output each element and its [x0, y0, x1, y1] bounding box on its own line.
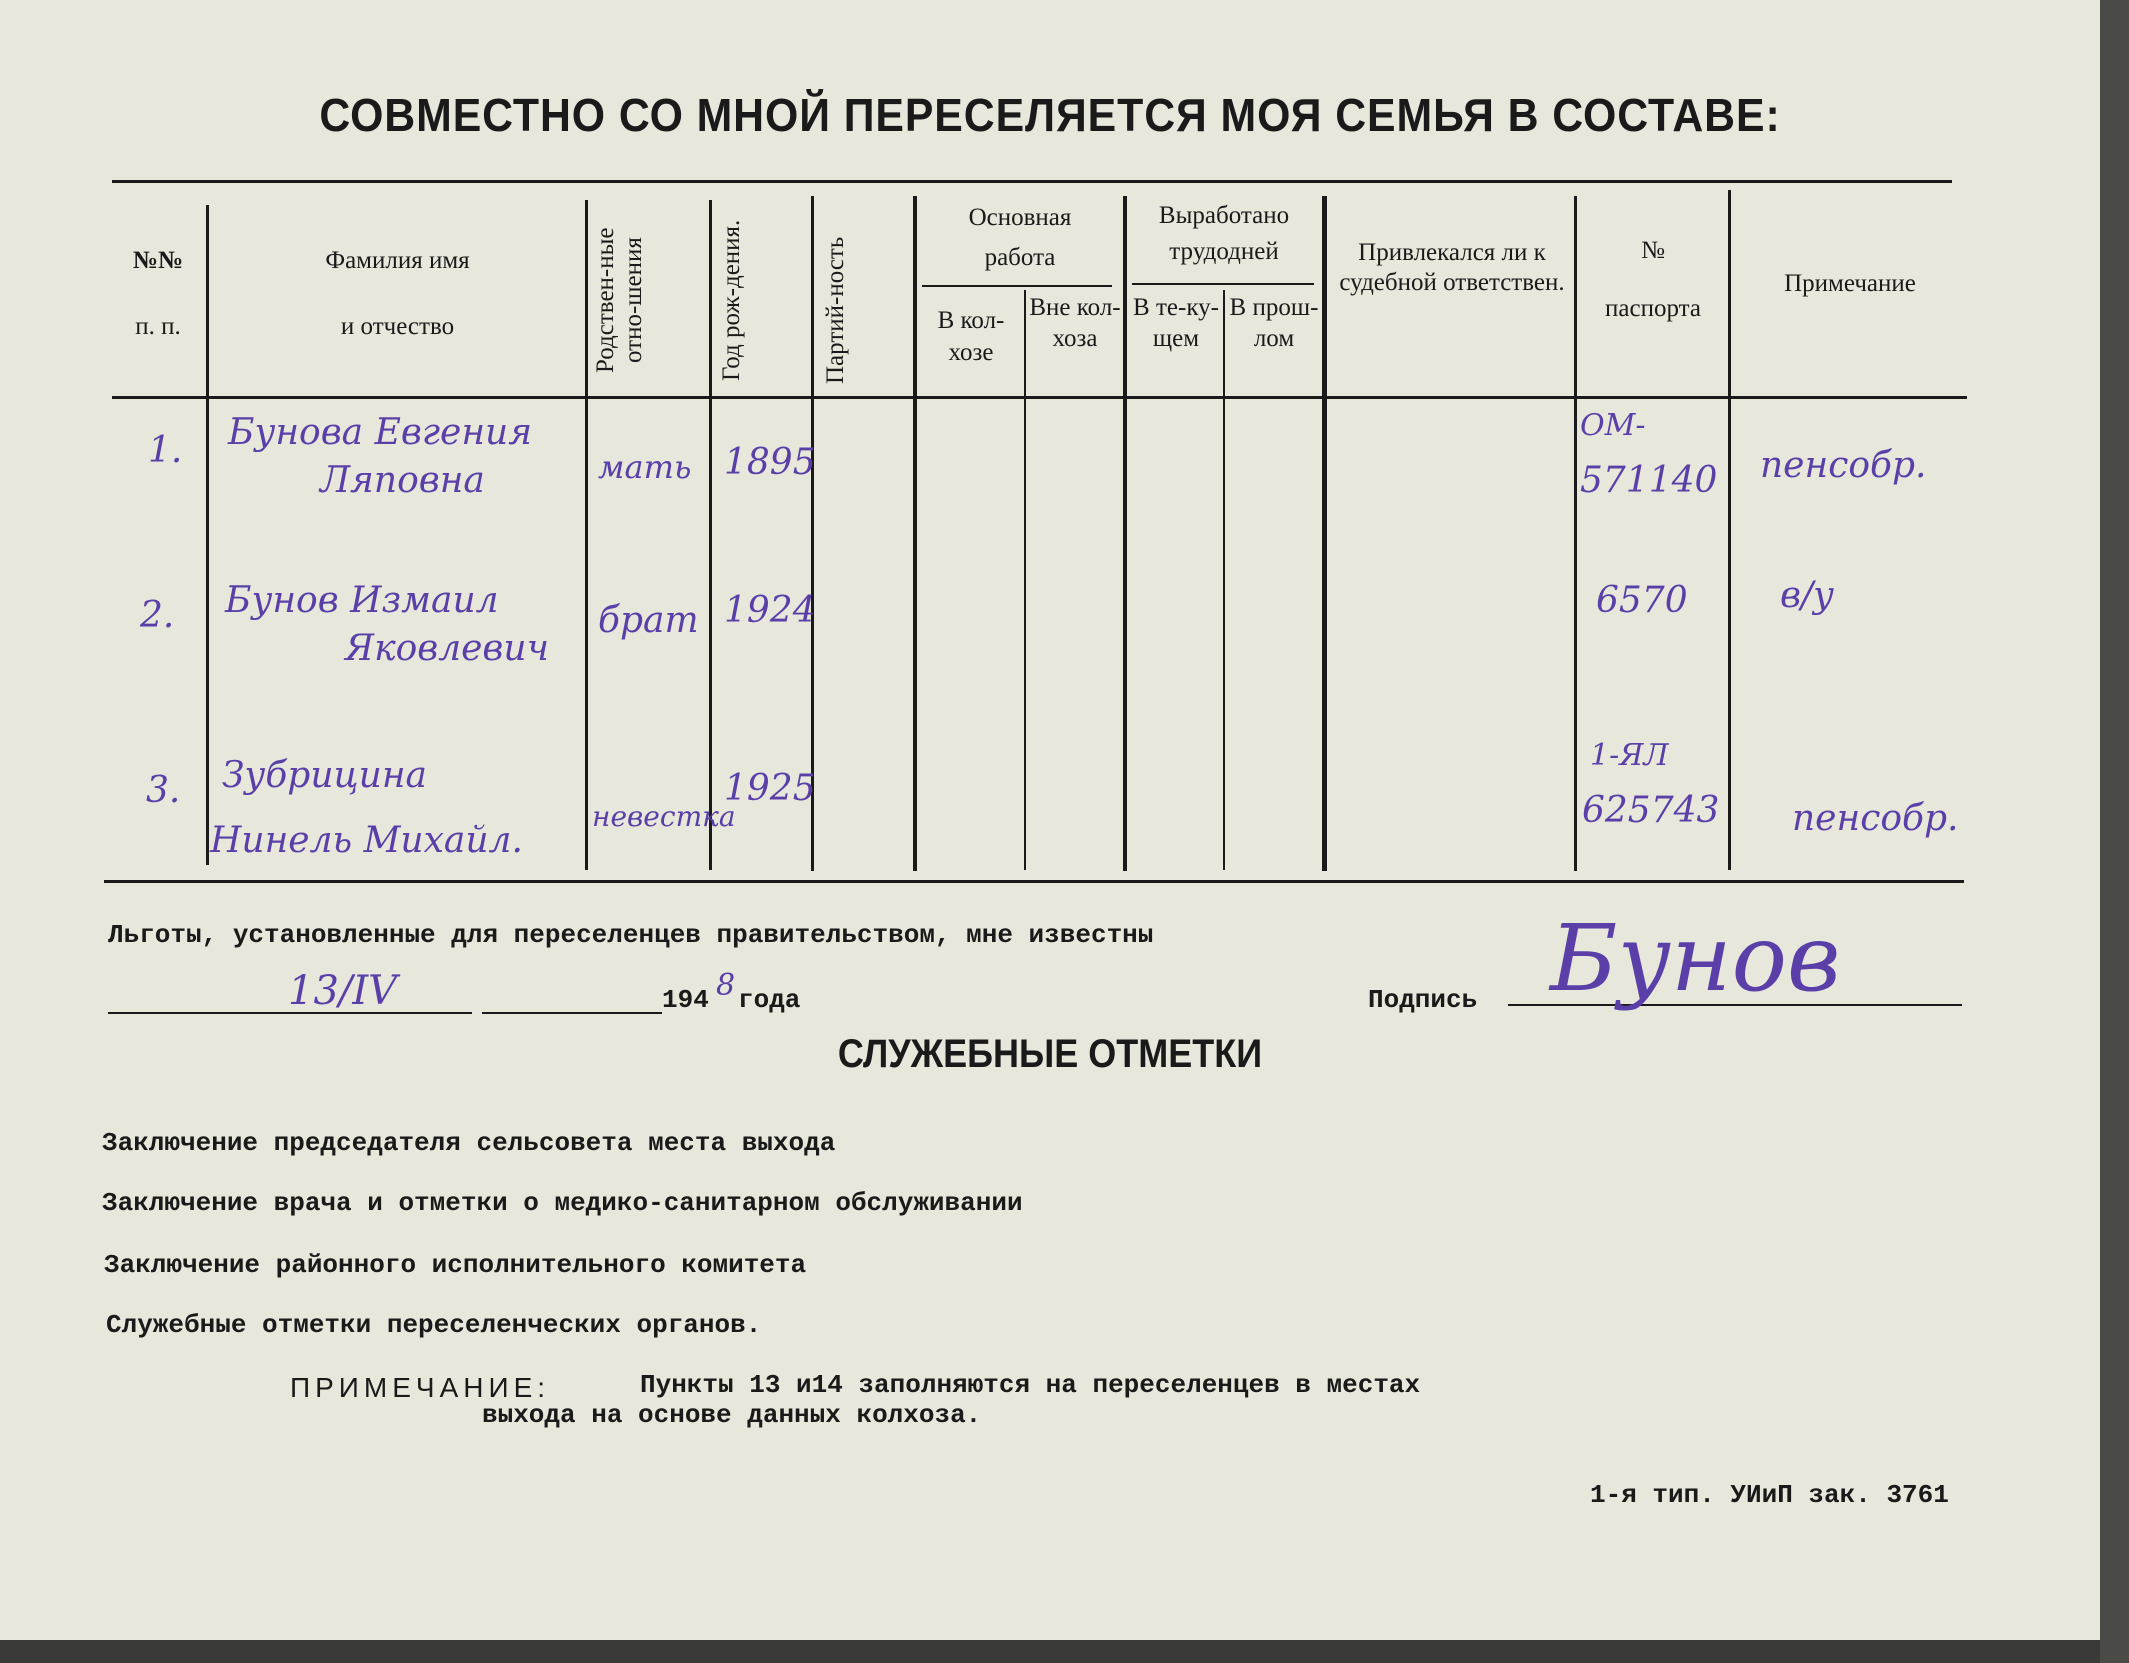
handwritten-date: 13/IV	[288, 968, 398, 1014]
row-passport: 625743	[1582, 790, 1720, 831]
table-header-rule	[112, 396, 1967, 399]
row-name: Нинель Михайл.	[210, 820, 523, 861]
row-number: 2.	[140, 595, 175, 636]
col-header-work-in: В кол-хозе	[937, 307, 1005, 366]
row-birth-year: 1925	[724, 768, 816, 809]
col-header-relation: Родствен-ные отно-шения	[592, 227, 647, 373]
remark-line: Заключение председателя сельсовета места выхода	[102, 1128, 836, 1158]
col-line	[913, 196, 917, 871]
col-header-party: Партий-ность	[822, 236, 849, 384]
days-sub-rule	[1132, 283, 1314, 285]
row-passport: 1-ЯЛ	[1590, 738, 1669, 773]
row-passport: 6570	[1596, 580, 1688, 621]
row-name: Бунов Измаил	[225, 580, 499, 621]
col-line	[1024, 290, 1026, 870]
col-header-court: Привлекался ли к судебной ответствен.	[1339, 239, 1565, 296]
scan-edge	[2100, 0, 2129, 1663]
table-bottom-rule	[104, 880, 1964, 883]
col-header-birth-year: Год рож-дения.	[718, 219, 745, 381]
col-header-note: Примечание	[1784, 270, 1916, 297]
col-header-num: №№ п. п.	[132, 247, 184, 340]
row-number: 1.	[148, 430, 183, 471]
note-text: Пункты 13 и14 заполняются на переселенцев в местах	[640, 1370, 1421, 1400]
row-relation: брат	[598, 600, 699, 641]
col-header-passport: № паспорта	[1605, 237, 1701, 322]
note-label: ПРИМЕЧАНИЕ:	[290, 1372, 551, 1403]
row-passport: ОМ-	[1580, 408, 1646, 443]
note-text: выхода на основе данных колхоза.	[482, 1400, 982, 1430]
col-line	[1223, 290, 1225, 870]
signature: Бунов	[1550, 905, 1841, 1012]
date-underline	[482, 1012, 662, 1014]
col-line	[1123, 196, 1127, 871]
row-note: пенсобр.	[1792, 798, 1959, 839]
col-line	[585, 200, 588, 870]
table-top-rule	[112, 180, 1952, 183]
signature-label: Подпись	[1368, 985, 1478, 1015]
row-number: 3.	[146, 770, 181, 811]
year-prefix: 194	[662, 985, 709, 1015]
row-name: Ляповна	[320, 460, 485, 501]
row-note: в/у	[1780, 575, 1834, 616]
row-name: Зубрицина	[222, 755, 427, 796]
col-line	[709, 200, 712, 870]
row-note: пенсобр.	[1760, 445, 1927, 486]
row-birth-year: 1895	[724, 442, 816, 483]
row-birth-year: 1924	[724, 590, 816, 631]
col-line	[1728, 190, 1731, 870]
remark-line: Заключение врача и отметки о медико-санитарном обслуживании	[102, 1188, 1023, 1218]
col-header-days: Выработано трудодней	[1158, 202, 1290, 265]
col-header-name: Фамилия имя и отчество	[325, 247, 470, 340]
benefits-statement: Льготы, установленные для переселенцев правительством, мне известны	[108, 920, 1154, 950]
col-line	[1322, 196, 1327, 871]
col-header-days-current: В те-ку-щем	[1133, 294, 1219, 352]
scan-edge	[0, 1640, 2129, 1663]
row-relation: мать	[598, 448, 692, 486]
section-title: СЛУЖЕБНЫЕ ОТМЕТКИ	[837, 1032, 1263, 1076]
row-name: Бунова Евгения	[228, 412, 533, 453]
year-suffix: года	[738, 985, 801, 1015]
col-header-work-out: Вне кол-хоза	[1029, 294, 1121, 352]
col-header-work: Основная работа	[968, 204, 1072, 271]
col-line	[206, 205, 209, 865]
row-relation: невестка	[592, 800, 736, 833]
row-name: Яковлевич	[345, 628, 549, 669]
remark-line: Служебные отметки переселенческих органов.	[106, 1310, 762, 1340]
row-passport: 571140	[1580, 460, 1718, 501]
remark-line: Заключение районного исполнительного комитета	[104, 1250, 807, 1280]
handwritten-year-digit: 8	[716, 968, 736, 1003]
col-header-days-previous: В прош-лом	[1229, 294, 1319, 352]
printer-info: 1-я тип. УИиП зак. 3761	[1590, 1480, 1949, 1510]
form-title: СОВМЕСТНО СО МНОЙ ПЕРЕСЕЛЯЕТСЯ МОЯ СЕМЬЯ В СОСТАВЕ:	[319, 89, 1781, 141]
col-line	[1574, 196, 1577, 871]
work-sub-rule	[922, 285, 1112, 287]
